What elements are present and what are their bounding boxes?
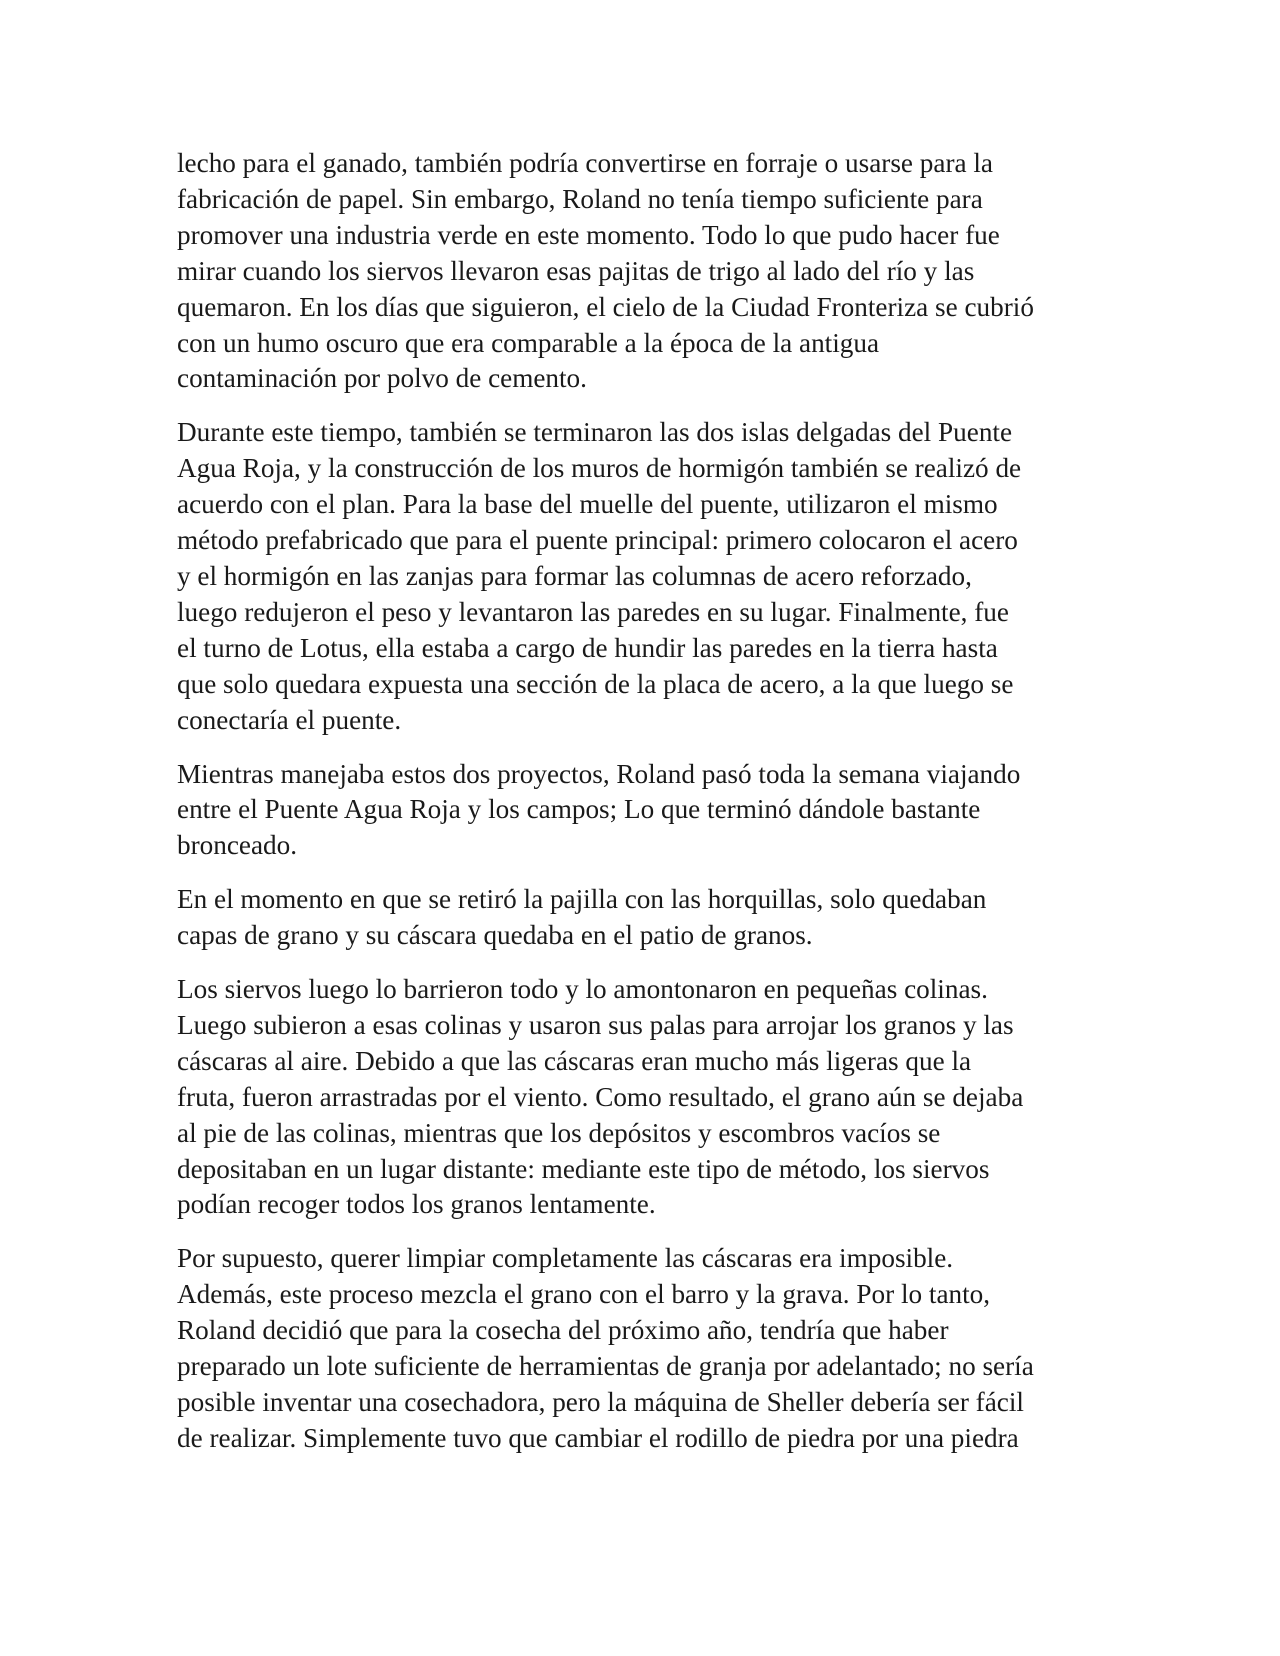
text-line: el turno de Lotus, ella estaba a cargo de hundir las paredes en la tierra hasta <box>177 632 998 663</box>
text-line: entre el Puente Agua Roja y los campos; Lo que terminó dándole bastante <box>177 794 981 825</box>
text-line: cáscaras al aire. Debido a que las cáscaras eran mucho más ligeras que la <box>177 1045 972 1076</box>
text-line: posible inventar una cosechadora, pero la máquina de Sheller debería ser fácil <box>177 1387 1024 1417</box>
text-line: mirar cuando los siervos llevaron esas pajitas de trigo al lado del río y las <box>177 255 975 286</box>
text-line: promover una industria verde en este momento. Todo lo que pudo hacer fue <box>177 219 1000 250</box>
text-line: capas de grano y su cáscara quedaba en el patio de granos. <box>177 920 813 951</box>
text-line: Agua Roja, y la construcción de los muros de hormigón también se realizó de <box>177 453 1022 484</box>
text-line: lecho para el ganado, también podría convertirse en forraje o usarse para la <box>177 148 993 178</box>
text-line: Roland decidió que para la cosecha del próximo año, tendría que haber <box>177 1315 949 1346</box>
text-line: En el momento en que se retiró la pajilla con las horquillas, solo quedaban <box>177 884 987 915</box>
text-line: fabricación de papel. Sin embargo, Roland no tenía tiempo suficiente para <box>177 183 983 214</box>
text-line: Los siervos luego lo barrieron todo y lo amontonaron en pequeñas colinas. <box>177 974 988 1005</box>
text-line: acuerdo con el plan. Para la base del muelle del puente, utilizaron el mismo <box>177 489 998 520</box>
text-line: de realizar. Simplemente tuvo que cambiar el rodillo de piedra por una piedra <box>177 1422 1019 1453</box>
text-line: depositaban en un lugar distante: mediante este tipo de método, los siervos <box>177 1153 990 1184</box>
text-line: luego redujeron el peso y levantaron las paredes en su lugar. Finalmente, fue <box>177 596 1009 627</box>
text-line: fruta, fueron arrastradas por el viento. Como resultado, el grano aún se dejaba <box>177 1081 1024 1112</box>
paragraph-2 <box>177 415 1112 738</box>
paragraph-6 <box>177 1241 1112 1456</box>
text-line: Además, este proceso mezcla el grano con el barro y la grava. Por lo tanto, <box>177 1279 991 1310</box>
text-line: con un humo oscuro que era comparable a la época de la antigua <box>177 327 880 358</box>
paragraph-1 <box>177 146 1112 397</box>
text-line: preparado un lote suficiente de herramientas de granja por adelantado; no sería <box>177 1351 1034 1382</box>
text-line: podían recoger todos los granos lentamente. <box>177 1189 656 1220</box>
text-line: Luego subieron a esas colinas y usaron sus palas para arrojar los granos y las <box>177 1009 1014 1040</box>
text-line: quemaron. En los días que siguieron, el cielo de la Ciudad Fronteriza se cubrió <box>177 291 1034 322</box>
text-line: y el hormigón en las zanjas para formar las columnas de acero reforzado, <box>177 560 972 591</box>
text-line: Por supuesto, querer limpiar completamente las cáscaras era imposible. <box>177 1243 954 1274</box>
text-line: método prefabricado que para el puente principal: primero colocaron el acero <box>177 525 1018 556</box>
text-line: bronceado. <box>177 830 298 861</box>
text-line: contaminación por polvo de cemento. <box>177 363 587 394</box>
text-line: conectaría el puente. <box>177 704 402 735</box>
text-line: al pie de las colinas, mientras que los depósitos y escombros vacíos se <box>177 1117 941 1148</box>
paragraph-4 <box>177 882 1112 954</box>
text-line: Mientras manejaba estos dos proyectos, Roland pasó toda la semana viajando <box>177 758 1021 789</box>
paragraph-5 <box>177 972 1112 1223</box>
text-line: Durante este tiempo, también se terminaron las dos islas delgadas del Puente <box>177 417 1013 448</box>
text-body <box>177 146 1112 1475</box>
text-line: que solo quedara expuesta una sección de la placa de acero, a la que luego se <box>177 668 1014 699</box>
paragraph-3 <box>177 757 1112 865</box>
